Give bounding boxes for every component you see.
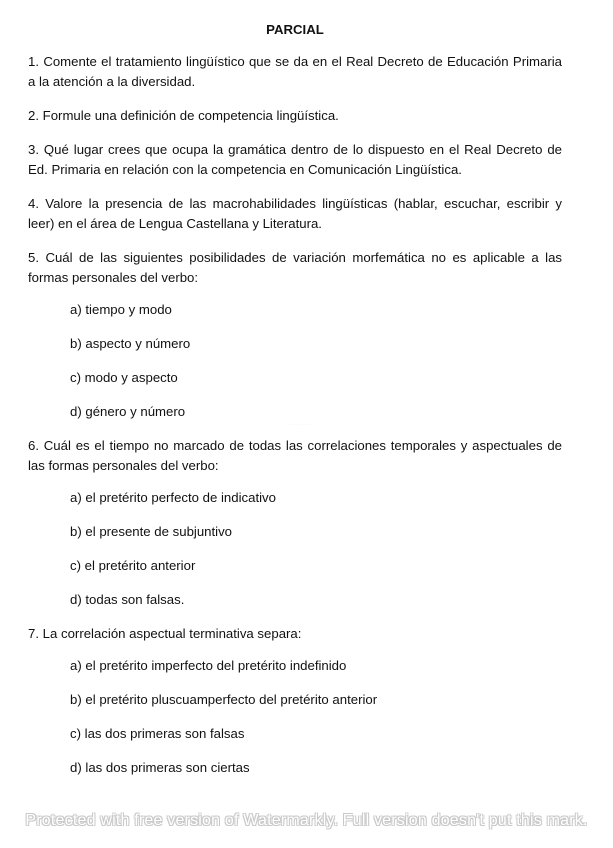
- question-1: 1. Comente el tratamiento lingüístico que se da en el Real Decreto de Educación Primaria a la atención a la diversidad.: [28, 54, 562, 89]
- option-item: c) el pretérito anterior: [70, 558, 196, 573]
- option-item: d) las dos primeras son ciertas: [70, 760, 250, 775]
- option-item: b) el pretérito pluscuamperfecto del pretérito anterior: [70, 692, 378, 707]
- document-title: PARCIAL: [266, 22, 324, 37]
- option-item: b) aspecto y número: [70, 336, 191, 351]
- option-item: b) el presente de subjuntivo: [70, 524, 233, 539]
- question-2: 2. Formule una definición de competencia lingüística.: [28, 108, 339, 123]
- question-4: 4. Valore la presencia de las macrohabilidades lingüísticas (hablar, escuchar, escribir y leer) en el área de Lengua Castellana y Literatura.: [28, 196, 562, 231]
- option-item: d) género y número: [70, 404, 186, 419]
- question-5: 5. Cuál de las siguientes posibilidades de variación morfemática no es aplicable a las formas personales del verbo:: [28, 250, 562, 285]
- option-item: d) todas son falsas.: [70, 592, 185, 607]
- watermark-text: Protected with free version of Watermarkly. Full version doesn't put this mark.: [25, 812, 588, 829]
- option-item: c) las dos primeras son falsas: [70, 726, 245, 741]
- exam-document: [28, 18, 562, 792]
- question-6-options: [28, 488, 562, 616]
- option-item: c) modo y aspecto: [70, 370, 178, 385]
- question-5-options: [28, 300, 562, 428]
- option-item: a) tiempo y modo: [70, 302, 172, 317]
- option-item: a) el pretérito perfecto de indicativo: [70, 490, 276, 505]
- question-7: 7. La correlación aspectual terminativa separa:: [28, 626, 302, 641]
- option-item: a) el pretérito imperfecto del pretérito indefinido: [70, 658, 347, 673]
- question-3: 3. Qué lugar crees que ocupa la gramática dentro de lo dispuesto en el Real Decreto de Ed. Primaria en relación con la competencia en Comunicación Lingüística.: [28, 142, 562, 177]
- question-6: 6. Cuál es el tiempo no marcado de todas las correlaciones temporales y aspectuales de las formas personales del verbo:: [28, 438, 562, 473]
- small-pink-mark: · · · · · · · · · · ·: [290, 422, 310, 426]
- question-7-options: [28, 656, 562, 784]
